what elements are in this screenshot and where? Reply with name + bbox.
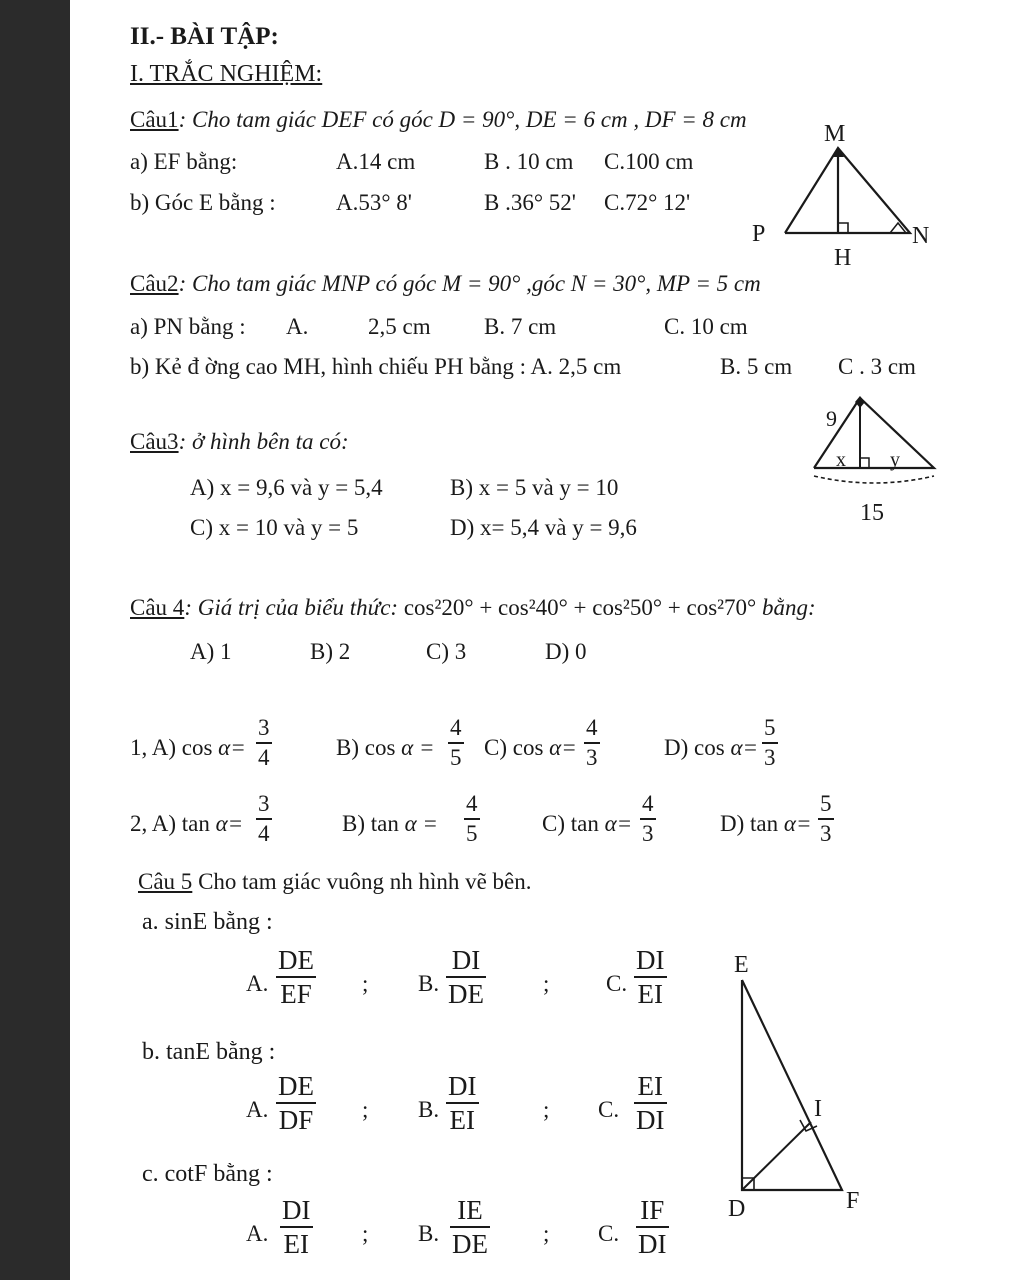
- q5b-option-a-fraction: [276, 1072, 316, 1135]
- apex-mark-q3: [855, 396, 865, 408]
- q5b-option-b-letter: B.: [418, 1097, 440, 1122]
- q1a-prompt: a) EF bằng:: [130, 149, 238, 174]
- row2-option-c-prefix: [542, 812, 632, 835]
- row2-c-num: 4: [642, 791, 654, 816]
- q3-option-d: D) x= 5,4 và y = 9,6: [450, 515, 637, 540]
- brace-15: [814, 476, 934, 483]
- row1-d-alpha: α=: [730, 735, 759, 760]
- q2-stem-line: [130, 272, 761, 295]
- q4-option-c: C) 3: [426, 639, 467, 664]
- row1-d-fraction: [762, 716, 778, 770]
- q5c-option-a-fraction: [280, 1196, 313, 1259]
- q5a-b-den: DE: [448, 979, 484, 1010]
- q5a-sep-1: ;: [362, 971, 369, 996]
- row1-c-den: 3: [586, 745, 598, 771]
- q5a-option-a-fraction: [276, 946, 316, 1009]
- row2-d-fraction: [818, 792, 834, 846]
- q3-stem-line: [130, 430, 349, 453]
- label-p: P: [752, 221, 766, 247]
- q4-stem-line: [130, 596, 816, 619]
- q5a-a-num: DE: [278, 945, 314, 975]
- q1a-option-a: A.14 cm: [336, 149, 416, 174]
- q4-option-b: B) 2: [310, 639, 351, 664]
- q2a-option-b: B. 7 cm: [484, 314, 557, 339]
- q1-stem-line: [130, 108, 747, 131]
- row2-a-num: 3: [258, 791, 270, 816]
- q2b-line: b) Kẻ đ ờng cao MH, hình chiếu PH bằng : A. 2,5 cm: [130, 354, 622, 379]
- q5c-prompt: c. cotF bằng :: [142, 1161, 273, 1187]
- q5b-a-num: DE: [278, 1071, 314, 1101]
- q5b-option-b-fraction: [446, 1072, 479, 1135]
- row2-c-text: C) tan: [542, 811, 599, 836]
- q1a-option-c: C.100 cm: [604, 149, 694, 174]
- q3-option-c: C) x = 10 và y = 5: [190, 515, 359, 540]
- q5c-sep-1: ;: [362, 1221, 369, 1246]
- q4-expression: cos²20° + cos²40° + cos²50° + cos²70°: [403, 595, 757, 620]
- row1-c-alpha: α=: [549, 735, 577, 760]
- q3-label: Câu3: [130, 429, 179, 454]
- q3-option-b: B) x = 5 và y = 10: [450, 475, 619, 500]
- row1-c-fraction: [584, 716, 600, 770]
- q5c-option-a-letter: A.: [246, 1221, 269, 1246]
- left-dark-border: [0, 0, 70, 1280]
- triangle-def: [742, 980, 842, 1190]
- row2-a-text: 2, A) tan: [130, 811, 210, 836]
- q1a-option-b: B . 10 cm: [484, 149, 574, 174]
- q5c-b-num: IE: [457, 1195, 483, 1225]
- row1-a-text: 1, A) cos: [130, 735, 213, 760]
- q1-stem: : Cho tam giác DEF có góc D = 90°, DE = 6 cm , DF = 8 cm: [178, 107, 747, 132]
- q4-option-a: A) 1: [190, 639, 232, 664]
- q5a-option-a-letter: A.: [246, 971, 269, 996]
- row2-option-a-prefix: [130, 812, 243, 835]
- q5c-option-b-fraction: [450, 1196, 490, 1259]
- q2a-option-a: 2,5 cm: [368, 314, 431, 339]
- label-n: N: [912, 223, 930, 249]
- q5a-b-num: DI: [451, 945, 481, 975]
- row2-b-num: 4: [466, 791, 478, 816]
- row1-a-den: 4: [258, 745, 270, 771]
- row2-c-alpha: α=: [604, 811, 633, 836]
- q5c-c-den: DI: [638, 1229, 667, 1260]
- q3-stem: : ở hình bên ta có:: [178, 429, 349, 454]
- row2-option-b-prefix: [342, 812, 438, 835]
- right-angle-h: [838, 223, 848, 233]
- row1-a-num: 3: [258, 715, 270, 740]
- triangle-q3-figure: [806, 392, 946, 532]
- row2-c-den: 3: [642, 821, 654, 847]
- q4-label: Câu 4: [130, 595, 185, 620]
- label-i: I: [814, 1096, 822, 1122]
- q5a-c-den: EI: [637, 979, 663, 1010]
- q5a-prompt: a. sinE bằng :: [142, 909, 273, 935]
- row2-b-alpha: α =: [404, 811, 438, 836]
- q3-option-a: A) x = 9,6 và y = 5,4: [190, 475, 383, 500]
- triangle-mnp-figure: [740, 115, 940, 275]
- q4-stem-prefix: : Giá trị của biểu thức:: [184, 595, 404, 620]
- triangle-def-figure: [720, 950, 880, 1240]
- label-9: 9: [826, 406, 837, 431]
- q5b-option-a-letter: A.: [246, 1097, 269, 1122]
- row1-option-c-prefix: [484, 736, 577, 759]
- q5c-sep-2: ;: [543, 1221, 550, 1246]
- q5b-sep-2: ;: [543, 1097, 550, 1122]
- row2-d-num: 5: [820, 791, 832, 816]
- q5a-sep-2: ;: [543, 971, 550, 996]
- label-h: H: [834, 245, 852, 271]
- row2-b-den: 5: [466, 821, 478, 847]
- q5b-c-den: DI: [636, 1105, 665, 1136]
- q5c-option-b-letter: B.: [418, 1221, 440, 1246]
- label-d: D: [728, 1196, 746, 1222]
- q5c-a-den: EI: [283, 1229, 309, 1260]
- q5b-a-den: DF: [278, 1105, 314, 1136]
- q5a-option-c-fraction: [634, 946, 667, 1009]
- right-angle-q3: [860, 458, 869, 468]
- row1-d-num: 5: [764, 715, 776, 740]
- row2-a-den: 4: [258, 821, 270, 847]
- row1-d-den: 3: [764, 745, 776, 771]
- q5a-c-num: DI: [636, 945, 665, 975]
- row1-c-text: C) cos: [484, 735, 544, 760]
- q5b-b-den: EI: [449, 1105, 475, 1136]
- q5c-option-c-letter: C.: [598, 1221, 620, 1246]
- row1-b-alpha: α =: [401, 735, 435, 760]
- q5b-c-num: EI: [637, 1071, 663, 1101]
- row2-a-fraction: [256, 792, 272, 846]
- row1-a-fraction: [256, 716, 272, 770]
- q5a-a-den: EF: [280, 979, 312, 1010]
- q4-stem-suffix: bằng:: [756, 595, 816, 620]
- q5a-option-c-letter: C.: [606, 971, 628, 996]
- label-15: 15: [860, 500, 884, 526]
- q5a-option-b-fraction: [446, 946, 486, 1009]
- q5b-sep-1: ;: [362, 1097, 369, 1122]
- row1-a-alpha: α=: [218, 735, 246, 760]
- q5a-option-b-letter: B.: [418, 971, 440, 996]
- q4-option-d: D) 0: [545, 639, 587, 664]
- row2-b-text: B) tan: [342, 811, 399, 836]
- q5-stem: Cho tam giác vuông nh hình vẽ bên.: [192, 869, 532, 894]
- row1-c-num: 4: [586, 715, 598, 740]
- q5b-option-c-letter: C.: [598, 1097, 620, 1122]
- row2-c-fraction: [640, 792, 656, 846]
- heading: II.- BÀI TẬP:: [130, 23, 279, 50]
- q1-label: Câu1: [130, 107, 179, 132]
- label-m: M: [824, 121, 846, 147]
- q5c-option-c-fraction: [636, 1196, 669, 1259]
- label-f: F: [846, 1188, 860, 1214]
- q5b-b-num: DI: [448, 1071, 477, 1101]
- row1-option-a-prefix: [130, 736, 246, 759]
- q2b-option-c: C . 3 cm: [838, 354, 916, 379]
- q2a-option-c: C. 10 cm: [664, 314, 748, 339]
- q2a-option-a-letter: A.: [286, 314, 309, 339]
- row1-b-num: 4: [450, 715, 462, 740]
- section-title: I. TRẮC NGHIỆM:: [130, 61, 323, 87]
- triangle-mnp: [785, 148, 910, 233]
- altitude-di: [742, 1122, 811, 1190]
- q2a-prompt: a) PN bằng :: [130, 314, 246, 339]
- row1-option-d-prefix: [664, 736, 758, 759]
- row2-d-text: D) tan: [720, 811, 779, 836]
- row2-d-den: 3: [820, 821, 832, 847]
- q5c-b-den: DE: [452, 1229, 488, 1260]
- q5-label: Câu 5: [138, 869, 193, 894]
- row1-b-text: B) cos: [336, 735, 396, 760]
- row2-option-d-prefix: [720, 812, 811, 835]
- label-y: y: [890, 449, 900, 471]
- q5-stem-line: [138, 870, 532, 893]
- q5b-option-c-fraction: [634, 1072, 667, 1135]
- label-x: x: [836, 449, 846, 471]
- q2-label: Câu2: [130, 271, 179, 296]
- q1b-option-c: C.72° 12': [604, 190, 691, 215]
- q2b-option-b: B. 5 cm: [720, 354, 793, 379]
- row2-b-fraction: [464, 792, 480, 846]
- row1-b-fraction: [448, 716, 464, 770]
- q5b-prompt: b. tanE bằng :: [142, 1039, 276, 1065]
- q1b-prompt: b) Góc E bằng :: [130, 190, 276, 215]
- label-e: E: [734, 952, 749, 978]
- q1b-option-a: A.53° 8': [336, 190, 412, 215]
- q5c-a-num: DI: [282, 1195, 311, 1225]
- row1-d-text: D) cos: [664, 735, 725, 760]
- q2-stem: : Cho tam giác MNP có góc M = 90° ,góc N = 30°, MP = 5 cm: [178, 271, 761, 296]
- row1-b-den: 5: [450, 745, 462, 771]
- q5c-c-num: IF: [640, 1195, 665, 1225]
- row2-d-alpha: α=: [783, 811, 812, 836]
- q1b-option-b: B .36° 52': [484, 190, 576, 215]
- row1-option-b-prefix: [336, 736, 435, 759]
- row2-a-alpha: α=: [215, 811, 244, 836]
